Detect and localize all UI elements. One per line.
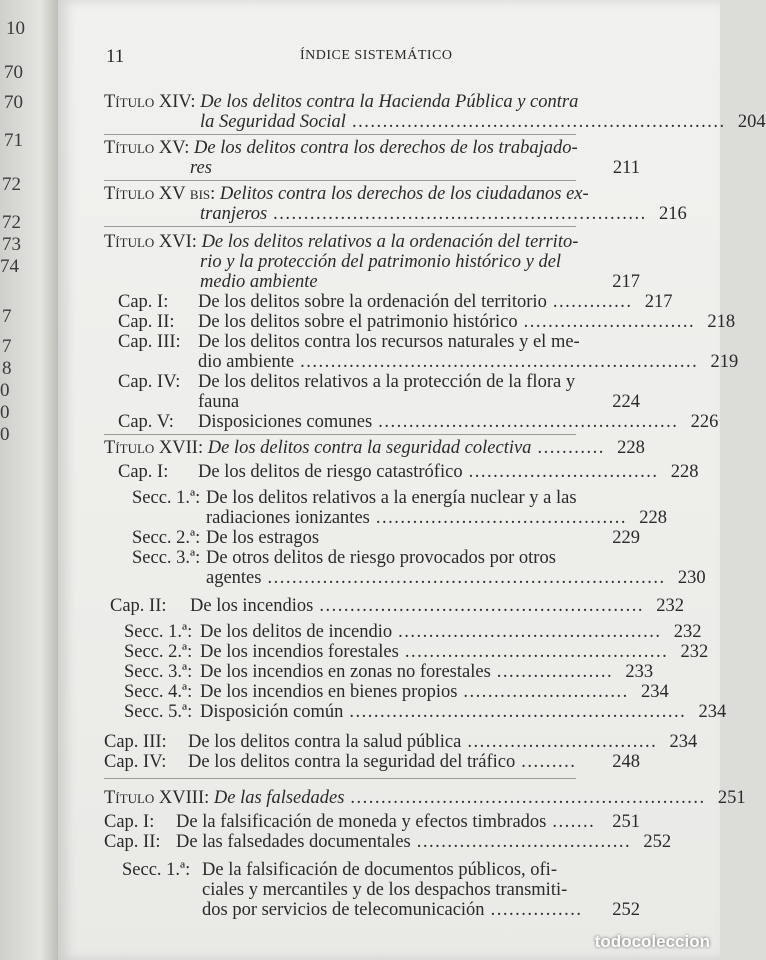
- entry-page: 229: [612, 528, 640, 548]
- entry-page: 234: [641, 682, 669, 702]
- entry-title: De los estragos: [206, 528, 320, 548]
- entry-page: 228: [639, 508, 667, 528]
- entry-label: Secc. 1.ª:: [124, 622, 193, 642]
- entry-title-cont: tranjeros: [200, 204, 268, 224]
- entry-title: De los delitos sobre la ordenación del territorio: [198, 292, 547, 312]
- toc-entry-secc: [132, 528, 640, 548]
- left-page-number: 70: [4, 62, 23, 83]
- entry-title: De los delitos relativos a la protección de la flora y: [198, 372, 576, 392]
- entry-label: Cap. IV:: [104, 752, 167, 772]
- entry-label: Secc. 1.ª:: [132, 488, 201, 508]
- toc-entry-secc: [132, 548, 592, 568]
- toc-entry-cap: Cap. I: De la falsificación de moneda y efectos timbrados ....... 251: [104, 812, 640, 832]
- toc-entry-cap: Cap. II: De los delitos sobre el patrimonio histórico ............................ 218: [118, 312, 736, 332]
- entry-label: Título XVIII:: [104, 788, 210, 808]
- entry-label: Secc. 5.ª:: [124, 702, 193, 722]
- entry-title-cont: res: [190, 158, 212, 178]
- entry-page: 252: [612, 900, 640, 920]
- toc-entry-secc: Secc. 3.ª: De los incendios en zonas no forestales ................... 233: [124, 662, 654, 682]
- toc-entry-continuation: agentes ................................................................. 230: [206, 568, 706, 588]
- toc-entry-secc: Secc. 4.ª: De los incendios en bienes propios ........................... 234: [124, 682, 669, 702]
- entry-title: De los delitos sobre el patrimonio histórico: [198, 312, 518, 332]
- entry-title: De otros delitos de riesgo provocados por otros: [206, 548, 556, 568]
- toc-entry-secc: [132, 488, 592, 508]
- toc-entry-continuation: [200, 252, 580, 272]
- entry-title: De los incendios forestales: [200, 642, 399, 662]
- entry-page: 219: [710, 352, 739, 372]
- entry-label: Cap. I:: [118, 292, 169, 312]
- entry-page: 228: [670, 462, 699, 482]
- page-number: 11: [106, 46, 125, 67]
- toc-entry-titulo-xvi: [104, 232, 579, 252]
- entry-title: De la falsificación de moneda y efectos timbrados: [176, 812, 547, 832]
- toc-entry-continuation: [202, 880, 622, 900]
- toc-entry-continuation: [200, 272, 640, 292]
- entry-label: Secc. 1.ª:: [122, 860, 191, 880]
- entry-title: De los delitos contra la Hacienda Pública y contra: [200, 92, 579, 112]
- entry-title: De los delitos relativos a la energía nuclear y a las: [206, 488, 577, 508]
- toc-entry-continuation: [190, 158, 640, 178]
- entry-title: De los delitos contra la salud pública: [188, 732, 462, 752]
- entry-title-cont: la Seguridad Social: [200, 112, 346, 132]
- entry-title: De las falsedades documentales: [176, 832, 411, 852]
- entry-page: 252: [643, 832, 672, 852]
- left-page-number: 8: [2, 358, 12, 379]
- toc-entry-continuation: la Seguridad Social ............................................................. 204: [200, 112, 766, 132]
- entry-page: 232: [656, 596, 684, 616]
- entry-title-cont: rio y la protección del patrimonio histórico y del: [200, 252, 562, 272]
- entry-title-cont: dos por servicios de telecomunicación: [202, 900, 485, 920]
- entry-title-cont: fauna: [198, 392, 240, 412]
- entry-page: 234: [698, 702, 727, 722]
- toc-entry-cap: Cap. V: Disposiciones comunes ................................................. 226: [118, 412, 719, 432]
- toc-entry-titulo-xvii: Título XVII: De los delitos contra la seguridad colectiva ........... 228: [104, 438, 645, 458]
- left-page-number: 0: [0, 402, 10, 423]
- entry-title: Disposición común: [200, 702, 344, 722]
- entry-label: Título XV bis:: [104, 184, 216, 204]
- watermark-logo: todocoleccion: [594, 932, 710, 951]
- toc-entry-secc: Secc. 1.ª: De los delitos de incendio ........................................... 232: [124, 622, 702, 642]
- toc-entry-continuation: tranjeros ............................................................. 216: [200, 204, 687, 224]
- running-header: ÍNDICE SISTEMÁTICO: [300, 48, 453, 63]
- entry-page: 233: [625, 662, 654, 682]
- entry-title: De las falsedades: [213, 788, 345, 808]
- entry-page: 216: [659, 204, 687, 224]
- toc-entry-continuation: [198, 392, 640, 412]
- toc-entry-titulo-xiv: [104, 92, 579, 112]
- toc-entry-cap: Cap. IV: De los delitos contra la seguridad del tráfico ......... 248: [104, 752, 640, 772]
- entry-label: Título XVII:: [104, 438, 204, 458]
- toc-entry-titulo-xviii: Título XVIII: De las falsedades .......................................................... 251: [104, 788, 746, 808]
- left-page-number: 71: [4, 130, 23, 151]
- left-page-number: 0: [0, 380, 10, 401]
- entry-label: Cap. I:: [118, 462, 169, 482]
- toc-entry-secc: Secc. 5.ª: Disposición común ....................................................... 234: [124, 702, 727, 722]
- left-page-number: 72: [2, 212, 21, 233]
- left-page-edge: [0, 0, 58, 960]
- toc-entry-cap: Cap. I: De los delitos sobre la ordenación del territorio ............. 217: [118, 292, 673, 312]
- entry-label: Título XV:: [104, 138, 190, 158]
- entry-title: De los delitos de riesgo catastrófico: [198, 462, 463, 482]
- toc-entry-continuation: dio ambiente ................................................................. 219: [198, 352, 739, 372]
- entry-label: Secc. 3.ª:: [132, 548, 201, 568]
- entry-label: Cap. V:: [118, 412, 174, 432]
- entry-page: 226: [690, 412, 719, 432]
- entry-title: De los incendios en zonas no forestales: [200, 662, 491, 682]
- toc-entry-secc: [122, 860, 602, 880]
- left-page-number: 7: [2, 336, 12, 357]
- left-page-number: 70: [4, 92, 23, 113]
- entry-title-cont: medio ambiente: [200, 272, 318, 292]
- toc-entry-cap: Cap. III: De los delitos contra la salud pública ............................... 234: [104, 732, 698, 752]
- entry-page: 232: [680, 642, 709, 662]
- entry-title-cont: radiaciones ionizantes: [206, 508, 370, 528]
- entry-page: 251: [717, 788, 746, 808]
- left-page-number: 0: [0, 424, 10, 445]
- entry-label: Título XIV:: [104, 92, 196, 112]
- entry-title: De los delitos contra los derechos de los trabajado-: [194, 138, 578, 158]
- entry-title-cont: agentes: [206, 568, 262, 588]
- entry-title-cont: ciales y mercantiles y de los despachos transmiti-: [202, 880, 568, 900]
- toc-entry-cap: Cap. I: De los delitos de riesgo catastrófico ............................... 228: [118, 462, 699, 482]
- entry-title: Delitos contra los derechos de los ciudadanos ex-: [219, 184, 589, 204]
- entry-page: 211: [612, 158, 640, 178]
- toc-entry-continuation: radiaciones ionizantes ......................................... 228: [206, 508, 667, 528]
- entry-page: 217: [612, 272, 640, 292]
- entry-title: De los incendios en bienes propios: [200, 682, 458, 702]
- entry-page: 228: [617, 438, 645, 458]
- entry-title: Disposiciones comunes: [198, 412, 373, 432]
- entry-page: 232: [673, 622, 702, 642]
- entry-page: 234: [669, 732, 698, 752]
- entry-label: Secc. 4.ª:: [124, 682, 193, 702]
- entry-page: 251: [612, 812, 640, 832]
- entry-label: Secc. 2.ª:: [132, 528, 201, 548]
- entry-page: 218: [707, 312, 736, 332]
- entry-title: De los delitos de incendio: [200, 622, 393, 642]
- entry-page: 217: [644, 292, 673, 312]
- entry-label: Cap. I:: [104, 812, 155, 832]
- entry-title: De los delitos relativos a la ordenación del territo-: [201, 232, 579, 252]
- entry-label: Cap. II:: [110, 596, 167, 616]
- left-page-number: 73: [2, 234, 21, 255]
- entry-title: De los delitos contra los recursos naturales y el me-: [198, 332, 580, 352]
- entry-title: De los incendios: [190, 596, 314, 616]
- entry-label: Cap. III:: [118, 332, 181, 352]
- toc-entry-titulo-xv-bis: [104, 184, 589, 204]
- entry-title: De los delitos contra la seguridad del tráfico: [188, 752, 516, 772]
- entry-label: Cap. II:: [104, 832, 161, 852]
- entry-page: 204: [737, 112, 766, 132]
- entry-page: 230: [677, 568, 706, 588]
- left-page-number: 10: [6, 18, 25, 39]
- left-page-number: 72: [2, 174, 21, 195]
- entry-page: 248: [612, 752, 640, 772]
- toc-entry-continuation: dos por servicios de telecomunicación ............... 252: [202, 900, 640, 920]
- entry-label: Secc. 3.ª:: [124, 662, 193, 682]
- toc-entry-cap: Cap. II: De las falsedades documentales ................................... 252: [104, 832, 672, 852]
- entry-label: Cap. II:: [118, 312, 175, 332]
- toc-entry-cap: [118, 372, 578, 392]
- entry-page: 224: [612, 392, 640, 412]
- entry-title: De la falsificación de documentos públicos, ofi-: [202, 860, 557, 880]
- entry-label: Cap. III:: [104, 732, 167, 752]
- toc-entry-secc: Secc. 2.ª: De los incendios forestales ........................................... 232: [124, 642, 709, 662]
- left-page-number: 7: [2, 306, 12, 327]
- entry-label: Cap. IV:: [118, 372, 181, 392]
- toc-entry-cap: [118, 332, 578, 352]
- entry-label: Secc. 2.ª:: [124, 642, 193, 662]
- entry-title: De los delitos contra la seguridad colectiva: [207, 438, 532, 458]
- entry-title-cont: dio ambiente: [198, 352, 295, 372]
- left-page-number: 74: [0, 256, 19, 277]
- toc-entry-titulo-xv: [104, 138, 576, 158]
- entry-label: Título XVI:: [104, 232, 197, 252]
- toc-entry-cap: Cap. II: De los incendios ..................................................... 232: [110, 596, 684, 616]
